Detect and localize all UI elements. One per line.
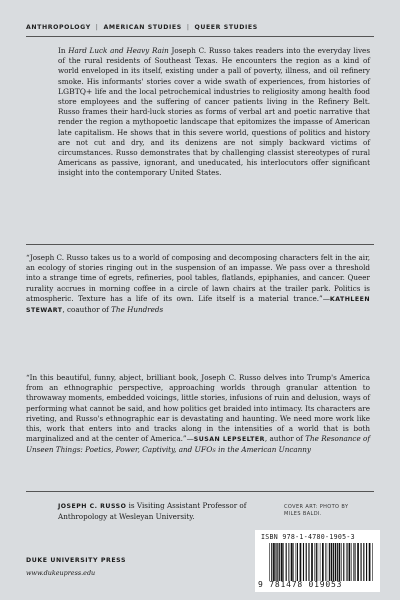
barcode-bar [297, 543, 298, 581]
barcode-bar [361, 543, 362, 581]
barcode-bar [343, 543, 344, 581]
quote-book-title: The Resonance of Unseen Things: Poetics, Power, Captivity, and [26, 434, 370, 455]
barcode-bar [354, 543, 355, 581]
barcode-bar [331, 543, 333, 581]
barcode-bar [357, 543, 359, 581]
cover-art-credit-line: MILES BALDI. [284, 511, 322, 517]
lower-rule [26, 491, 374, 492]
barcode-bar [320, 543, 321, 581]
category-queer-studies: QUEER STUDIES [194, 24, 258, 31]
barcode-bar [293, 543, 294, 581]
barcode-bar [329, 543, 330, 581]
description-text: In [58, 46, 69, 55]
category-separator: | [186, 24, 190, 31]
barcode-bar [281, 543, 283, 581]
barcode-bar [286, 543, 287, 581]
barcode-bar [291, 543, 293, 581]
barcode-bar [372, 543, 373, 581]
quote-affiliation: , coauthor of [62, 305, 112, 315]
quote-author: SUSAN LEPSELTER [193, 436, 265, 444]
middle-rule [26, 244, 374, 245]
lgbtq-term: LGBTQ+ [58, 86, 93, 96]
barcode-bar [337, 543, 338, 581]
author-name: JOSEPH C. RUSSO [58, 503, 127, 510]
barcode-bar [311, 543, 313, 581]
barcode-bar [318, 543, 319, 581]
barcode-bar [275, 543, 276, 581]
barcode-bar [333, 543, 334, 581]
barcode-bar [290, 543, 291, 581]
barcode-bar [339, 543, 341, 581]
barcode-bar [351, 543, 352, 581]
description-text: life and the local petrochemical industries to religiosity among health food store employees and the suffering of cancer patients living in the Refinery Belt. Russo frames their hard-luck stories as forms of verbal art and poetic narrative that render the region a mythopoetic landscape that epitomizes the impasse of American late capitalism. He shows that in this severe world, questions of politics and history are not cut and dry, and its denizens are not simply backward victims of circumstances. Russo demonstrates that by challenging classist stereotypes of rural Americans as passive, ignorant, and uneducated, his interlocutors offer significant insight into the contemporary United States. [58, 86, 370, 178]
barcode-bars [269, 543, 375, 581]
author-bio [58, 501, 268, 522]
barcode-bar [363, 543, 364, 581]
barcode-bar [288, 543, 289, 581]
barcode-bar [347, 543, 348, 581]
barcode-bar [300, 543, 302, 581]
barcode-bar [341, 543, 342, 581]
barcode-bar [327, 543, 328, 581]
cover-art-credit-line: COVER ART: PHOTO BY [284, 504, 349, 510]
barcode-bar [346, 543, 347, 581]
quote-book-title: UFOs [194, 445, 216, 455]
barcode-bar [283, 543, 284, 581]
barcode-bar [271, 543, 272, 581]
cover-art-credit [284, 504, 374, 518]
bio-text: is Visiting Assistant Professor of Anthropology at Wesleyan University. [58, 501, 247, 522]
barcode-bar [335, 543, 336, 581]
barcode-bar [269, 543, 270, 581]
publisher-name: DUKE UNIVERSITY PRESS [26, 557, 126, 564]
quote-text: “Joseph C. Russo takes us to a world of composing and decomposing characters felt in the air, an ecology of stories ringing out in the suspension of an impasse. We pass over a threshold into a strange time of egrets, refineries, pool tables, flatlands, epiphanies, and cancer. Queer rurality accrues in morning coffee in a circle of lawn chairs at the trailer park. Politics is atmospheric. Texture has a life of its own. Life itself is a material trance.”— [26, 253, 370, 303]
category-american-studies: AMERICAN STUDIES [103, 24, 182, 31]
barcode-bar [273, 543, 275, 581]
isbn-number: ISBN 978-1-4780-1905-3 [261, 533, 355, 541]
top-rule [26, 36, 374, 37]
publisher-url[interactable]: www.dukeupress.edu [26, 569, 96, 577]
quote-affiliation: , author of [264, 434, 306, 444]
quote-book-title: in the American Uncanny [215, 445, 311, 455]
endorsement-quote [26, 253, 370, 316]
barcode-bar [277, 543, 278, 581]
barcode-bar [369, 543, 371, 581]
barcode-bar [316, 543, 317, 581]
barcode-bar [322, 543, 324, 581]
barcode-bar [325, 543, 326, 581]
book-title: Hard Luck and Heavy Rain [68, 46, 169, 55]
barcode-bar [306, 543, 307, 581]
barcode-bar [296, 543, 297, 581]
isbn-barcode [255, 530, 380, 592]
barcode-bar [314, 543, 315, 581]
barcode-bar [279, 543, 280, 581]
category-separator: | [95, 24, 99, 31]
barcode-bar [349, 543, 351, 581]
barcode-bar [308, 543, 309, 581]
quote-text: “In this beautiful, funny, abject, brilliant book, Joseph C. Russo delves into Trump's America from an ethnographic perspective, approaching worlds through granular attention to throwaway moments, embedded voicings, little stories, infusions of ruin and delusion, ways of performing what cannot be said, and how politics get braided into intimacy. Its characters are riveting, and Russo's ethnographic ear is devastating and haunting. We need more work like this, work that enters into and tracks along in the intensities of a world that is both marginalized and at the center of America.”— [26, 373, 370, 444]
endorsement-quote [26, 373, 370, 456]
barcode-bar [353, 543, 354, 581]
category-anthropology: ANTHROPOLOGY [26, 24, 91, 31]
description-text: Joseph C. Russo takes readers into the everyday lives of the rural residents of Southeast Texas. He encounters the region as a kind of world enveloped in its itself, existing under a pall of poverty, illness, and oil refinery smoke. His informants' stories cover a wide swath of experiences, from histories of [58, 46, 371, 86]
book-description [58, 46, 370, 179]
quote-book-title: The Hundreds [111, 305, 164, 315]
category-labels [26, 24, 258, 31]
barcode-bar [366, 543, 367, 581]
barcode-digits: 9 781478 019053 [258, 580, 343, 589]
barcode-bar [303, 543, 304, 581]
quote-author: KATHLEEN STEWART [26, 295, 370, 315]
